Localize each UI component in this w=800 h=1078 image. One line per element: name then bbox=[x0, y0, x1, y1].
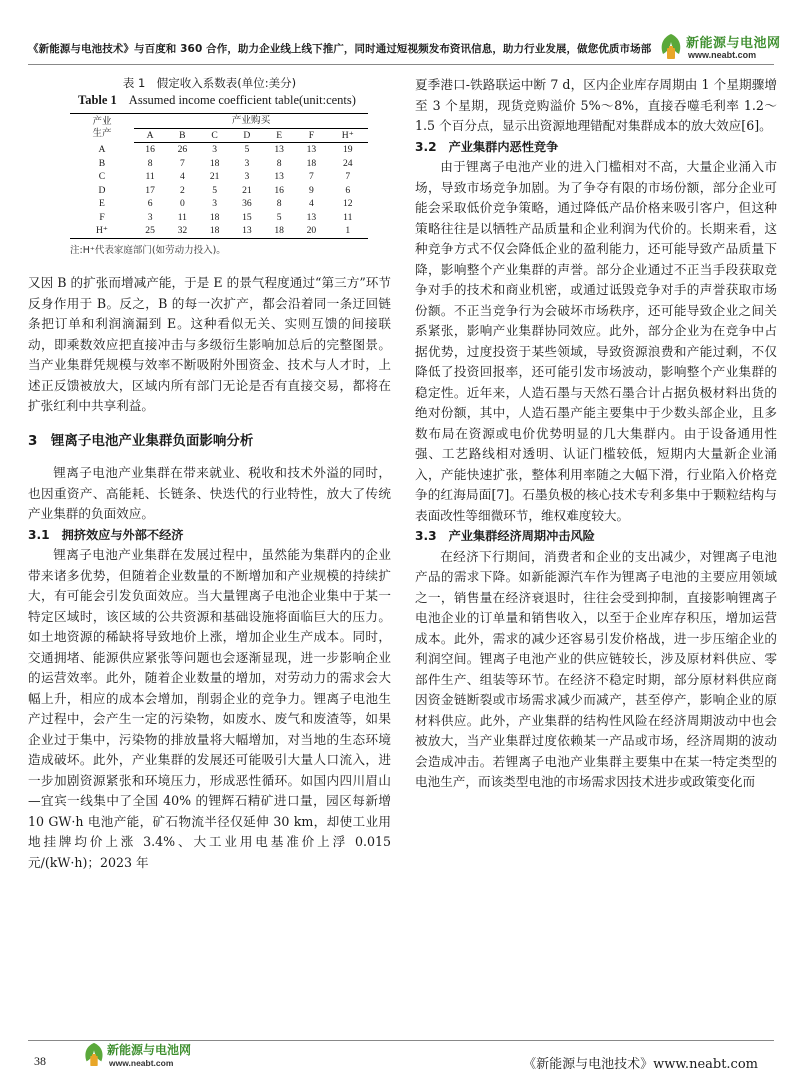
table-label-en: Table 1 bbox=[78, 93, 117, 107]
page-footer bbox=[0, 1025, 800, 1078]
table-cell: 21 bbox=[242, 184, 252, 196]
table-column-head: C bbox=[199, 128, 231, 143]
table-cell: 13 bbox=[274, 144, 284, 155]
table-cell: 15 bbox=[242, 211, 252, 223]
header-logo bbox=[658, 30, 781, 64]
page-number: 38 bbox=[34, 1054, 46, 1068]
paragraph: 在经济下行期间，消费者和企业的支出减少，对锂离子电池产品的需求下降。如新能源汽车作为锂离子电池的主要应用领域之一，销售量在经济衰退时，往往会受到抑制，直接影响锂离子电池企业的订单量和销售收入，以至于企业库存积压，增加运营成本。此外，需求的减少还容易引发价格战，进一步压缩企业的利润空间。锂离子电池产业的供应链较长，涉及原材料供应、零部件生产、组装等环节。在经济不稳定时期，部分原材料供应商因资金链断裂或市场需求减少而减产，甚至停产，影响企业的原材料供应。此外，产业集群的结构性风险在经济周期波动中也会被放大，当产业集群过度依赖某一产品或市场，经济周期的波动会造成冲击。若锂离子电池产业集群主要集中在某一特定类型的电池生产，而该类型电池的市场需求因技术进步或政策变化而 bbox=[415, 548, 777, 789]
row-label: C bbox=[98, 171, 106, 182]
table-caption-en bbox=[28, 92, 391, 109]
header-logo-name: 新能源与电池网 bbox=[686, 36, 781, 51]
table-cell: 16 bbox=[274, 184, 284, 196]
table-cell: 2 bbox=[179, 184, 185, 196]
table-caption-cn: 表 1 假定收入系数表(单位:美分) bbox=[122, 76, 297, 90]
income-coefficient-table bbox=[70, 113, 368, 239]
paragraph: 由于锂离子电池产业的进入门槛相对不高，大量企业涌入市场，导致市场竞争加剧。为了争夺有限的市场份额，部分企业可能会采取低价竞争策略，通过降低产品价格来吸引客户，但这种策略往往是以牺牲产品质量和企业利润为代价的。长期来看，这种竞争方式不仅会降低企业的盈利能力，还可能导致产品质量下降，影响整个产业集群的声誉。部分企业通过不正当手段获取竞争对手的技术和商业机密，或通过诋毁竞争对手的声誉获取市场份额。不正当竞争行为会破坏市场秩序，还可能导致企业之间关系紧张，影响产业集群协同效应。此外，部分企业为在竞争中占据优势，过度投资于某些领域，导致资源浪费和产能过剩，不仅降低了投资回报率，还可能引发市场波动，影响整个产业集群的稳定性。近年来，人造石墨与天然石墨合计占据负极材料出货的绝对份额，其中，人造石墨产能主要集中于少数头部企业，且多数布局在资源或电价优势明显的几大集群内。由于设备通用性强、工艺路线相对透明、认证门槛较低，短期内大量新企业涌入，产能快速扩张，整体利用率随之大幅下滑，行业陷入价格竞争的红海局面[7]。石墨负极的核心技术专利多集中于颗粒结构与表面改性等细微环节，维权难度较大。 bbox=[415, 159, 777, 523]
table-cell: 3 bbox=[212, 144, 218, 155]
table-cell: 11 bbox=[145, 171, 155, 182]
table-cell: 18 bbox=[209, 157, 220, 169]
table-cell: 26 bbox=[177, 144, 188, 155]
stub-head-line-2: 生产 bbox=[92, 128, 112, 140]
table-stub-head bbox=[70, 114, 134, 143]
table-column-head: B bbox=[166, 128, 198, 143]
row-label: B bbox=[98, 157, 106, 169]
table-row bbox=[70, 157, 368, 171]
table-note: 注:H⁺代表家庭部门(如劳动力投入)。 bbox=[70, 244, 226, 256]
table-cell: 4 bbox=[179, 171, 185, 182]
footer-logo-name: 新能源与电池网 bbox=[107, 1043, 192, 1057]
table-cell: 13 bbox=[231, 224, 263, 238]
subsection-heading-3-3 bbox=[415, 526, 777, 547]
page-header bbox=[0, 0, 800, 66]
table-cell: 12 bbox=[342, 198, 353, 209]
table-body bbox=[70, 143, 368, 239]
table-cell: 7 bbox=[179, 157, 185, 169]
battery-leaf-icon bbox=[658, 32, 684, 60]
subsection-title: 拥挤效应与外部不经济 bbox=[61, 527, 184, 542]
paragraph: 锂离子电池产业集群在发展过程中，虽然能为集群内的企业带来诸多优势，但随着企业数量的不断增加和产业规模的持续扩大，有可能会引发负面效应。当大量锂离子电池企业集中于某一特定区域时，该区域的公共资源和基础设施将面临巨大的压力。如土地资源的稀缺将导致地价上涨，增加企业生产成本。同时，交通拥堵、能源供应紧张等问题也会逐渐显现，进一步影响企业的运营效率。此外，随着企业数量的增加，对劳动力的需求会大幅上升，相应的成本会增加，削弱企业的竞争力。锂离子电池生产过程中，会产生一定的污染物，如废水、废气和废渣等，如果企业过于集中，污染物的排放量将大幅增加，对当地的生态环境造成破坏。此外，产业集群的发展还可能吸引大量人口流入，进一步加剧资源紧张和环境压力，形成恶性循环。如国内四川眉山—宜宾一线集中了全国 40% 的锂辉石精矿进口量，园区每新增 10 GW·h 电池产能，矿石物流半径仅延伸 30 km，却使工业用地挂牌均价上涨 3.4%、大工业用电基准价上浮 0.015 元/(kW·h)；2023 年 bbox=[28, 547, 391, 870]
table-cell: 13 bbox=[274, 171, 284, 182]
table-cell: 16 bbox=[145, 144, 155, 155]
table-row bbox=[70, 197, 368, 211]
table-cell: 17 bbox=[145, 184, 155, 196]
row-label: D bbox=[98, 184, 106, 196]
table-cell: 3 bbox=[244, 157, 250, 169]
table-cell: 4 bbox=[309, 198, 314, 209]
table-cell: 6 bbox=[345, 184, 351, 196]
footer-logo bbox=[82, 1039, 212, 1073]
header-rule bbox=[28, 64, 774, 65]
table-cell: 18 bbox=[199, 224, 231, 238]
row-label: H⁺ bbox=[70, 224, 134, 238]
table-row bbox=[70, 211, 368, 225]
subsection-number: 3.1 bbox=[28, 527, 50, 542]
table-cell: 5 bbox=[212, 184, 218, 196]
table-cell: 5 bbox=[244, 144, 250, 155]
table-cell: 32 bbox=[166, 224, 198, 238]
table-row bbox=[70, 184, 368, 198]
table-cell: 24 bbox=[342, 157, 353, 169]
table-cell: 21 bbox=[209, 171, 220, 182]
table-cell: 5 bbox=[276, 211, 282, 223]
battery-leaf-icon bbox=[82, 1041, 106, 1067]
table-column-head: D bbox=[231, 128, 263, 143]
paragraph: 锂离子电池产业集群在带来就业、税收和技术外溢的同时，也因重资产、高能耗、长链条、快迭代的行业特性，放大了传统产业集群的负面效应。 bbox=[28, 465, 391, 521]
right-column bbox=[415, 75, 777, 793]
table-cell: 11 bbox=[177, 211, 187, 223]
table-cell: 3 bbox=[147, 211, 153, 223]
subsection-number: 3.2 bbox=[415, 139, 437, 154]
table-row bbox=[70, 170, 368, 184]
table-column-head: H⁺ bbox=[328, 128, 368, 143]
table-row bbox=[70, 143, 368, 157]
table-cell: 20 bbox=[295, 224, 327, 238]
table-cell: 18 bbox=[306, 157, 317, 169]
table-row bbox=[70, 224, 368, 238]
table-cell: 8 bbox=[276, 198, 282, 209]
section-heading-3: 3 锂离子电池产业集群负面影响分析 bbox=[28, 432, 254, 449]
subsection-number: 3.3 bbox=[415, 529, 437, 543]
table-cell: 7 bbox=[345, 171, 351, 182]
table-cell: 3 bbox=[244, 171, 250, 182]
row-label: E bbox=[99, 198, 105, 209]
table-title-en: Assumed income coefficient table(unit:cents) bbox=[128, 93, 356, 107]
stub-head-line-1: 产业 bbox=[92, 116, 112, 128]
row-label: A bbox=[98, 143, 106, 155]
footer-logo-url: www.neabt.com bbox=[109, 1058, 174, 1068]
table-cell: 13 bbox=[306, 144, 317, 155]
table-cell: 0 bbox=[179, 198, 185, 209]
footer-journal: 《新能源与电池技术》www.neabt.com bbox=[523, 1057, 758, 1072]
left-column bbox=[28, 75, 391, 873]
table-cell: 7 bbox=[309, 171, 314, 182]
table-cell: 9 bbox=[309, 184, 314, 196]
table-cell: 8 bbox=[276, 157, 282, 169]
paragraph: 又因 B 的扩张而增减产能，于是 E 的景气程度通过“第三方”环节反身作用于 B。反之，B 的每一次扩产，都会沿着同一条迂回链条把订单和利润滴漏到 E。这种看似无关、实则互馈的间接联动，即乘数效应把直接冲击与多级衍生影响加总后的完整图景。当产业集群凭规模与效率不断吸附外围资金、技术与人才时，上述正反馈被放大，区域内所有部门无论是否有直接交易，都将在扩张红利中共享利益。 bbox=[28, 275, 391, 413]
header-logo-url: www.neabt.com bbox=[688, 50, 757, 60]
table-cell: 18 bbox=[209, 211, 220, 223]
header-banner: 《新能源与电池技术》与百度和 360 合作，助力企业线上线下推广，同时通过短视频发布资讯信息，助力行业发展，做您优质市场部 bbox=[28, 43, 652, 55]
table-cell: 18 bbox=[263, 224, 295, 238]
table-cell: 19 bbox=[342, 144, 353, 155]
table-column-head: A bbox=[134, 128, 166, 143]
table-cell: 1 bbox=[328, 224, 368, 238]
table-cell: 8 bbox=[147, 157, 153, 169]
table-cell: 25 bbox=[134, 224, 166, 238]
subsection-heading-3-2 bbox=[415, 137, 777, 158]
table-column-head: F bbox=[295, 128, 327, 143]
table-cell: 6 bbox=[147, 198, 153, 209]
subsection-title: 产业集群内恶性竞争 bbox=[448, 139, 559, 154]
table-cell: 3 bbox=[212, 198, 218, 209]
table-column-head: E bbox=[263, 128, 295, 143]
table-1 bbox=[28, 75, 391, 261]
table-cell: 13 bbox=[306, 211, 317, 223]
table-cell: 36 bbox=[242, 198, 252, 209]
table-cell: 11 bbox=[343, 211, 353, 223]
row-label: F bbox=[99, 211, 105, 223]
paragraph: 夏季港口-铁路联运中断 7 d，区内企业库存周期由 1 个星期骤增至 3 个星期，现货竞购溢价 5%～8%，直接吞噬毛利率 1.2～1.5 个百分点，显示出资源地理错配对集群成本的放大效应[6]。 bbox=[415, 77, 777, 133]
table-group-head: 产业购买 bbox=[134, 114, 368, 129]
subsection-heading-3-1 bbox=[28, 525, 391, 546]
subsection-title: 产业集群经济周期冲击风险 bbox=[448, 529, 595, 543]
